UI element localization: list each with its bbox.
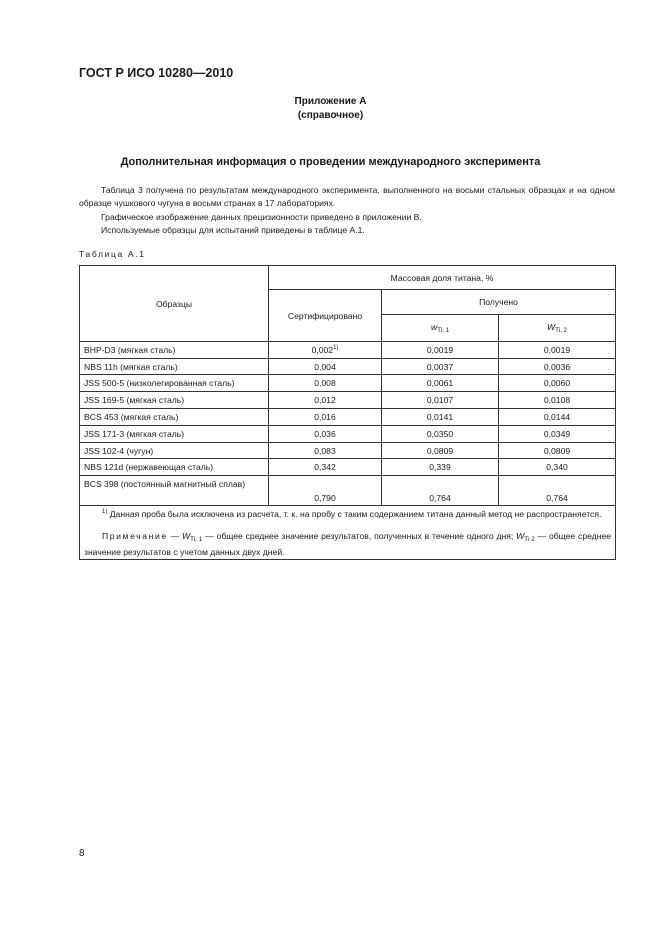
header-obtained: Получено: [382, 290, 616, 315]
certified-cell: 0,083: [269, 443, 382, 459]
paragraph-experiment: Таблица 3 получена по результатам международного эксперимента, выполненного на восьми стальных образцах и на одном образце чушкового чугуна в восьми странах в 17 лабораториях.: [79, 185, 615, 208]
sample-cell: JSS 169-5 (мягкая сталь): [80, 392, 269, 409]
w1-cell: 0,0107: [382, 392, 499, 409]
sample-cell: BHP-D3 (мягкая сталь): [80, 342, 269, 359]
w1-cell: 0,0350: [382, 426, 499, 443]
note-w1-symbol: W: [181, 531, 191, 541]
certified-cell: 0,012: [269, 392, 382, 409]
note-w2-text: — общее среднее значение результатов с учетом данных двух дней.: [84, 531, 612, 557]
table-row: [80, 409, 616, 426]
certified-cell: 0,790: [269, 476, 382, 506]
w1-cell: 0,764: [382, 476, 499, 506]
table-row: [80, 342, 616, 359]
header-w-ti-2: [499, 315, 616, 342]
note-w2-symbol: W: [516, 531, 525, 541]
annex-title: Приложение А: [294, 96, 367, 107]
footnote-marker: 1): [333, 345, 339, 351]
w1-cell: 0,0809: [382, 443, 499, 459]
table-row: [80, 392, 616, 409]
w-ti-1-subscript: Ti, 1: [437, 327, 450, 334]
page-number: 8: [79, 848, 85, 859]
certified-cell: 0,016: [269, 409, 382, 426]
w2-cell: 0,340: [499, 459, 616, 476]
paragraph-samples: Используемые образцы для испытаний приведены в таблице А.1.: [101, 225, 365, 235]
section-heading: Дополнительная информация о проведении международного эксперимента: [120, 156, 541, 168]
w1-cell: 0,0141: [382, 409, 499, 426]
w-ti-2-subscript: Ti, 2: [555, 327, 567, 334]
w1-cell: 0,0037: [382, 359, 499, 375]
table-row: [80, 375, 616, 392]
note-w2-subscript: Ti 2: [524, 536, 535, 543]
w1-cell: 0,339: [382, 459, 499, 476]
certified-cell: [269, 342, 382, 359]
note-dash: —: [167, 531, 182, 541]
note-w1-text: — общее среднее значение результатов, полученных в течение одного дня;: [202, 531, 514, 541]
samples-table: [79, 265, 616, 560]
w2-cell: 0,0349: [499, 426, 616, 443]
certified-cell: 0,004: [269, 359, 382, 375]
footnote: [84, 506, 611, 521]
certified-cell: 0,342: [269, 459, 382, 476]
w2-cell: 0,0809: [499, 443, 616, 459]
certified-cell: 0,036: [269, 426, 382, 443]
note-w1-subscript: Ti, 1: [190, 536, 203, 543]
certified-value: 0,002: [311, 345, 334, 355]
w-ti-1-symbol: w: [430, 322, 438, 332]
table-row: [80, 459, 616, 476]
footnote-marker: 1): [102, 509, 108, 515]
annex-subtitle: (справочное): [297, 110, 364, 121]
document-code: ГОСТ Р ИСО 10280—2010: [79, 66, 234, 80]
table-row: [80, 359, 616, 375]
note-label: Примечание: [102, 531, 168, 541]
table-row: [80, 426, 616, 443]
w2-cell: 0,0036: [499, 359, 616, 375]
w1-cell: 0,0019: [382, 342, 499, 359]
footnote-text: Данная проба была исключена из расчета, т. к. на пробу с таким содержанием титана данный метод не распространяется.: [109, 509, 602, 519]
paragraph-graphics: Графическое изображение данных прецизионности приведено в приложении В.: [101, 212, 422, 222]
w2-cell: 0,0108: [499, 392, 616, 409]
sample-cell: JSS 500-5 (низколегированная сталь): [80, 375, 269, 392]
w2-cell: 0,764: [499, 476, 616, 506]
sample-cell: JSS 102-4 (чугун): [80, 443, 269, 459]
table-note: [84, 530, 611, 559]
header-w-ti-1: [382, 315, 499, 342]
table-footer: [80, 506, 616, 560]
header-certified: Сертифицировано: [269, 290, 382, 342]
w2-cell: 0,0019: [499, 342, 616, 359]
sample-cell: BCS 453 (мягкая сталь): [80, 409, 269, 426]
header-samples: Образцы: [80, 266, 269, 342]
w2-cell: 0,0060: [499, 375, 616, 392]
sample-cell: NBS 121d (нержавеющая сталь): [80, 459, 269, 476]
sample-cell: NBS 11h (мягкая сталь): [80, 359, 269, 375]
table-row: [80, 443, 616, 459]
header-mass-fraction: Массовая доля титана, %: [269, 266, 616, 290]
sample-cell: BCS 398 (постоянный магнитный сплав): [80, 476, 269, 506]
table-caption: Таблица А.1: [79, 249, 146, 259]
table-row: [80, 476, 616, 506]
w-ti-2-symbol: W: [547, 322, 556, 332]
certified-cell: 0,008: [269, 375, 382, 392]
w1-cell: 0,0061: [382, 375, 499, 392]
sample-cell: JSS 171-3 (мягкая сталь): [80, 426, 269, 443]
w2-cell: 0,0144: [499, 409, 616, 426]
